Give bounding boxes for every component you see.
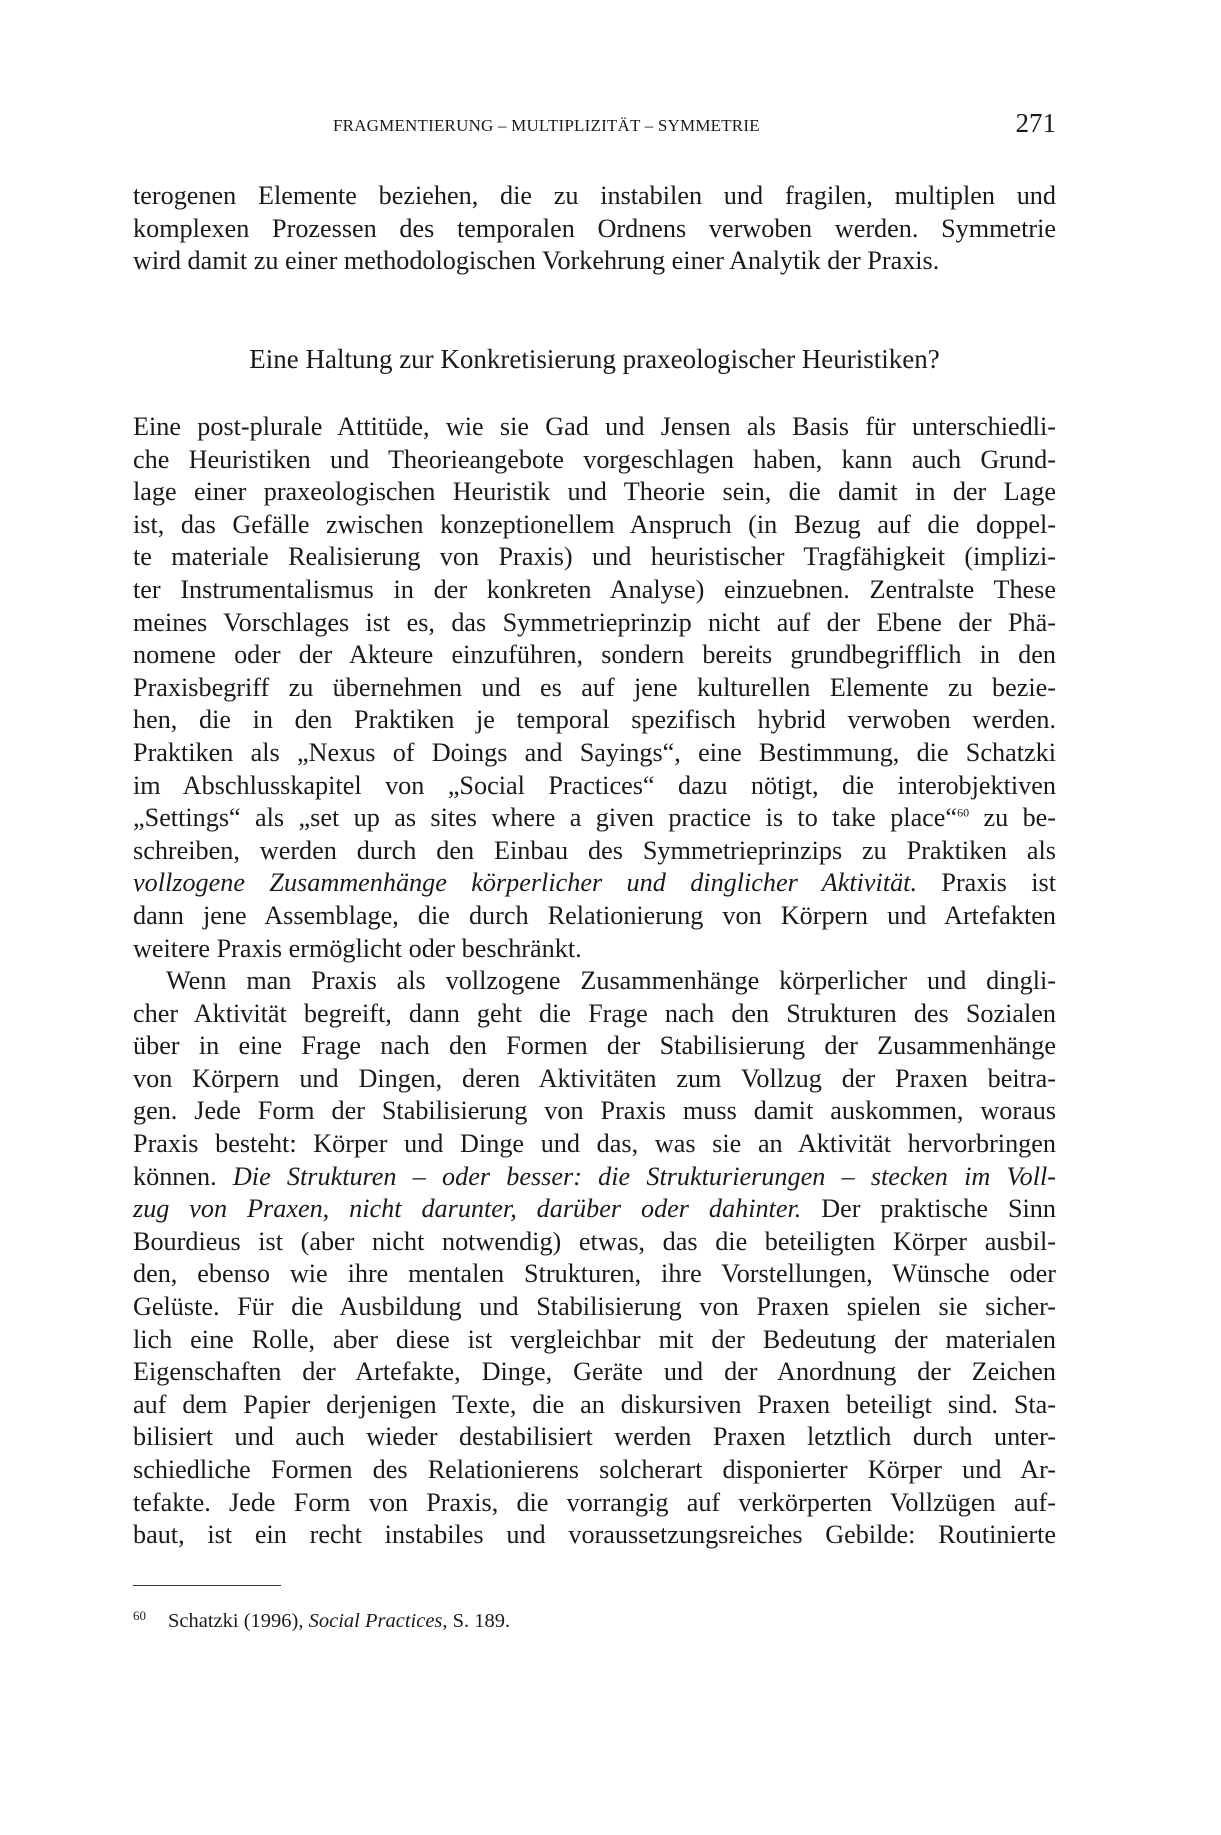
footnote — [133, 1610, 510, 1633]
text-line: wird damit zu einer methodologischen Vorkehrung einer Analytik der Praxis. — [133, 246, 940, 276]
text-line — [133, 1161, 1056, 1194]
section-heading: Eine Haltung zur Konkretisierung praxeologischer Heuristiken? — [249, 344, 940, 374]
footnote-reference[interactable]: 60 — [957, 805, 970, 820]
text-line: weitere Praxis ermöglicht oder beschränkt. — [133, 933, 582, 963]
text-line: bilisiert und auch wieder destabilisiert werden Praxen letztlich durch unter- — [133, 1422, 1056, 1452]
text-line: che Heuristiken und Theorieangebote vorgeschlagen haben, kann auch Grund- — [133, 444, 1056, 474]
text-line: te materiale Realisierung von Praxis) und heuristischer Tragfähigkeit (implizi- — [133, 542, 1056, 572]
text-line: terogenen Elemente beziehen, die zu instabilen und fragilen, multiplen und — [133, 181, 1056, 210]
text-segment: Der praktische Sinn — [801, 1194, 1056, 1224]
text-line: Bourdieus ist (aber nicht notwendig) etwas, das die beteiligten Körper ausbil- — [133, 1226, 1056, 1256]
text-line: im Abschlusskapitel von „Social Practices“ dazu nötigt, die interobjektiven — [133, 770, 1056, 800]
text-line: tefakte. Jede Form von Praxis, die vorrangig auf verkörperten Vollzügen auf- — [133, 1487, 1056, 1517]
text-line: komplexen Prozessen des temporalen Ordnens verwoben werden. Symmetrie — [133, 213, 1056, 243]
text-line — [133, 1193, 1056, 1226]
footnote-divider — [133, 1585, 281, 1586]
paragraph-post-plural — [133, 411, 1056, 965]
text-line: Eine post-plurale Attitüde, wie sie Gad und Jensen als Basis für unterschiedli- — [133, 412, 1056, 441]
text-line: ter Instrumentalismus in der konkreten Analyse) einzuebnen. Zentralste These — [133, 574, 1056, 604]
text-line: baut, ist ein recht instabiles und voraussetzungsreiches Gebilde: Routinierte — [133, 1520, 1056, 1550]
text-segment: können. — [133, 1161, 233, 1191]
text-line: den, ebenso wie ihre mentalen Strukturen, ihre Vorstellungen, Wünsche oder — [133, 1259, 1056, 1289]
page-header — [133, 108, 1056, 148]
text-line: lage einer praxeologischen Heuristik und Theorie sein, die damit in der Lage — [133, 477, 1056, 507]
footnote-title: Social Practices — [308, 1610, 443, 1632]
footnote-pages: , S. 189. — [442, 1610, 511, 1632]
main-text — [133, 411, 1056, 1552]
page-number: 271 — [1015, 108, 1056, 138]
text-line: Gelüste. Für die Ausbildung und Stabilisierung von Praxen spielen sie sicher- — [133, 1292, 1056, 1322]
text-line: Wenn man Praxis als vollzogene Zusammenhänge körperlicher und dingli- — [166, 966, 1056, 996]
text-line — [133, 867, 1056, 900]
text-line: meines Vorschlages ist es, das Symmetrieprinzip nicht auf der Ebene der Phä- — [133, 607, 1056, 637]
paragraph-praxis — [133, 965, 1056, 1552]
emphasis-text: vollzogene Zusammenhänge körperlicher und dinglicher Aktivität. — [133, 868, 918, 898]
text-line: cher Aktivität begreift, dann geht die Frage nach den Strukturen des Sozialen — [133, 998, 1056, 1028]
text-line: von Körpern und Dingen, deren Aktivitäten zum Vollzug der Praxen beitra- — [133, 1063, 1056, 1093]
text-line: Praxisbegriff zu übernehmen und es auf jene kulturellen Elemente zu bezie- — [133, 672, 1056, 702]
footnote-author: Schatzki (1996), — [168, 1610, 309, 1632]
text-line — [133, 802, 1056, 835]
text-line: nomene oder der Akteure einzuführen, sondern bereits grundbegrifflich in den — [133, 640, 1056, 670]
text-line: auf dem Papier derjenigen Texte, die an diskursiven Praxen beteiligt sind. Sta- — [133, 1389, 1056, 1419]
paragraph-continued — [133, 180, 1056, 278]
emphasis-text: zug von Praxen, nicht darunter, darüber oder dahinter. — [133, 1194, 802, 1224]
text-line: ist, das Gefälle zwischen konzeptionellem Anspruch (in Bezug auf die doppel- — [133, 509, 1056, 539]
text-line: über in eine Frage nach den Formen der Stabilisierung der Zusammenhänge — [133, 1031, 1056, 1061]
text-line: Praktiken als „Nexus of Doings and Sayings“, eine Bestimmung, die Schatzki — [133, 737, 1056, 767]
text-line: hen, die in den Praktiken je temporal spezifisch hybrid verwoben werden. — [133, 705, 1056, 735]
text-segment: Praxis ist — [917, 868, 1056, 898]
text-segment: „Settings“ als „set up as sites where a given practice is to take place“ — [133, 803, 958, 833]
text-line: Praxis besteht: Körper und Dinge und das, was sie an Aktivität hervorbringen — [133, 1129, 1056, 1159]
footnote-number: 60 — [133, 1608, 146, 1623]
text-line: schreiben, werden durch den Einbau des Symmetrieprinzips zu Praktiken als — [133, 835, 1056, 865]
running-head: FRAGMENTIERUNG – MULTIPLIZITÄT – SYMMETRIE — [333, 116, 760, 135]
emphasis-text: Die Strukturen – oder besser: die Strukturierungen – stecken im Voll- — [232, 1161, 1056, 1191]
text-line: Eigenschaften der Artefakte, Dinge, Geräte und der Anordnung der Zeichen — [133, 1357, 1056, 1387]
text-line: lich eine Rolle, aber diese ist vergleichbar mit der Bedeutung der materialen — [133, 1324, 1056, 1354]
text-line: schiedliche Formen des Relationierens solcherart disponierter Körper und Ar- — [133, 1455, 1056, 1484]
text-line: dann jene Assemblage, die durch Relationierung von Körpern und Artefakten — [133, 900, 1056, 930]
text-segment: zu be- — [969, 803, 1057, 833]
text-line: gen. Jede Form der Stabilisierung von Praxis muss damit auskommen, woraus — [133, 1096, 1056, 1126]
